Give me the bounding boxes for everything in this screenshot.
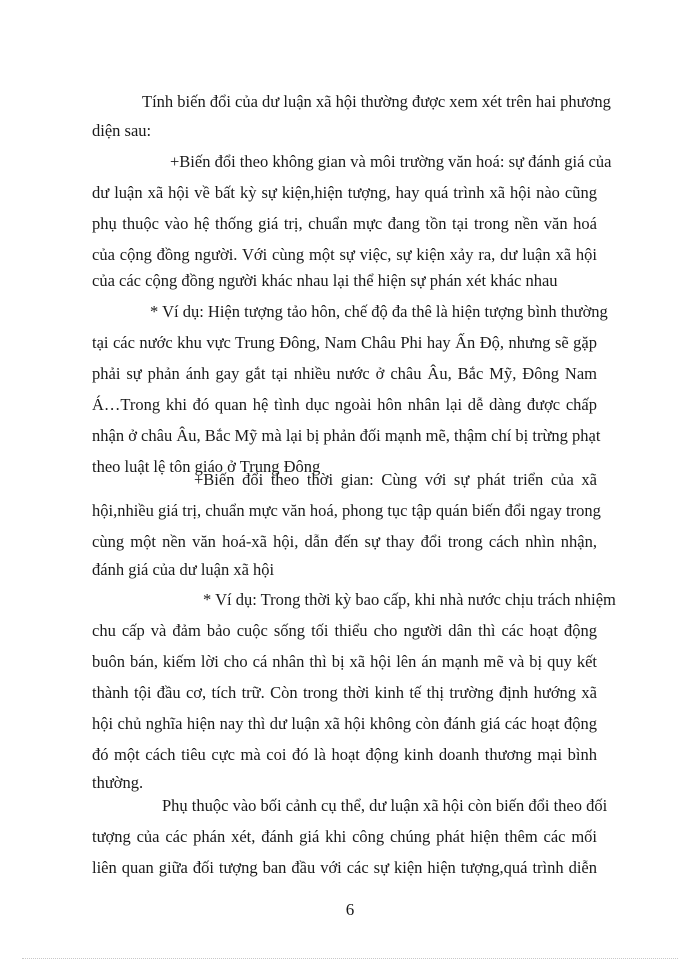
text-line: nhận ở châu Âu, Bắc Mỹ mà lại bị phản đối mạnh mẽ, thậm chí bị trừng phạt — [92, 426, 601, 445]
text-line: đó một cách tiêu cực mà coi đó là hoạt động kinh doanh thương mại bình — [92, 745, 597, 764]
text-line: thường. — [92, 773, 144, 792]
text-line: * Ví dụ: Hiện tượng tảo hôn, chế độ đa thê là hiện tượng bình thường — [150, 302, 608, 321]
text-line: của cộng đồng người. Với cùng một sự việc, sự kiện xảy ra, dư luận xã hội — [92, 245, 597, 264]
text-line: * Ví dụ: Trong thời kỳ bao cấp, khi nhà nước chịu trách nhiệm — [203, 590, 616, 609]
text-line: hội,nhiều giá trị, chuẩn mực văn hoá, phong tục tập quán biến đổi ngay trong — [92, 501, 601, 520]
text-line: phụ thuộc vào hệ thống giá trị, chuẩn mực đang tồn tại trong nền văn hoá — [92, 214, 597, 233]
text-line: Phụ thuộc vào bối cảnh cụ thể, dư luận xã hội còn biến đổi theo đối — [162, 796, 608, 815]
text-line: +Biến đổi theo không gian và môi trường văn hoá: sự đánh giá của — [170, 152, 612, 171]
text-line: đánh giá của dư luận xã hội — [92, 560, 275, 579]
text-line: hội chủ nghĩa hiện nay thì dư luận xã hội không còn đánh giá các hoạt động — [92, 714, 597, 733]
text-line: thành tội đầu cơ, tích trữ. Còn trong thời kinh tế thị trường định hướng xã — [92, 683, 597, 702]
page-number: 6 — [345, 900, 355, 919]
page-bottom-divider — [22, 958, 678, 959]
text-line: phải sự phản ánh gay gắt tại nhiều nước ở châu Âu, Bắc Mỹ, Đông Nam — [92, 364, 597, 383]
text-line: Á…Trong khi đó quan hệ tình dục ngoài hôn nhân lại dễ dàng được chấp — [92, 395, 597, 414]
text-line: tại các nước khu vực Trung Đông, Nam Châu Phi hay Ấn Độ, nhưng sẽ gặp — [92, 333, 597, 352]
text-line: liên quan giữa đối tượng ban đầu với các sự kiện hiện tượng,quá trình diễn — [92, 858, 597, 877]
text-line: dư luận xã hội về bất kỳ sự kiện,hiện tượng, hay quá trình xã hội nào cũng — [92, 183, 597, 202]
text-line: Tính biến đổi của dư luận xã hội thường được xem xét trên hai phương — [142, 92, 611, 111]
text-line: buôn bán, kiếm lời cho cá nhân thì bị xã hội lên án mạnh mẽ và bị quy kết — [92, 652, 597, 671]
text-line: tượng của các phán xét, đánh giá khi công chúng phát hiện thêm các mối — [92, 827, 597, 846]
text-line: chu cấp và đảm bảo cuộc sống tối thiểu cho người dân thì các hoạt động — [92, 621, 597, 640]
text-line: +Biến đổi theo thời gian: Cùng với sự phát triển của xã — [194, 470, 597, 489]
text-line: diện sau: — [92, 121, 152, 140]
text-line: của các cộng đồng người khác nhau lại thể hiện sự phán xét khác nhau — [92, 271, 558, 290]
text-line: cùng một nền văn hoá-xã hội, dẫn đến sự thay đổi trong cách nhìn nhận, — [92, 532, 597, 551]
text-line: theo luật lệ tôn giáo ở Trung Đông — [92, 457, 321, 476]
